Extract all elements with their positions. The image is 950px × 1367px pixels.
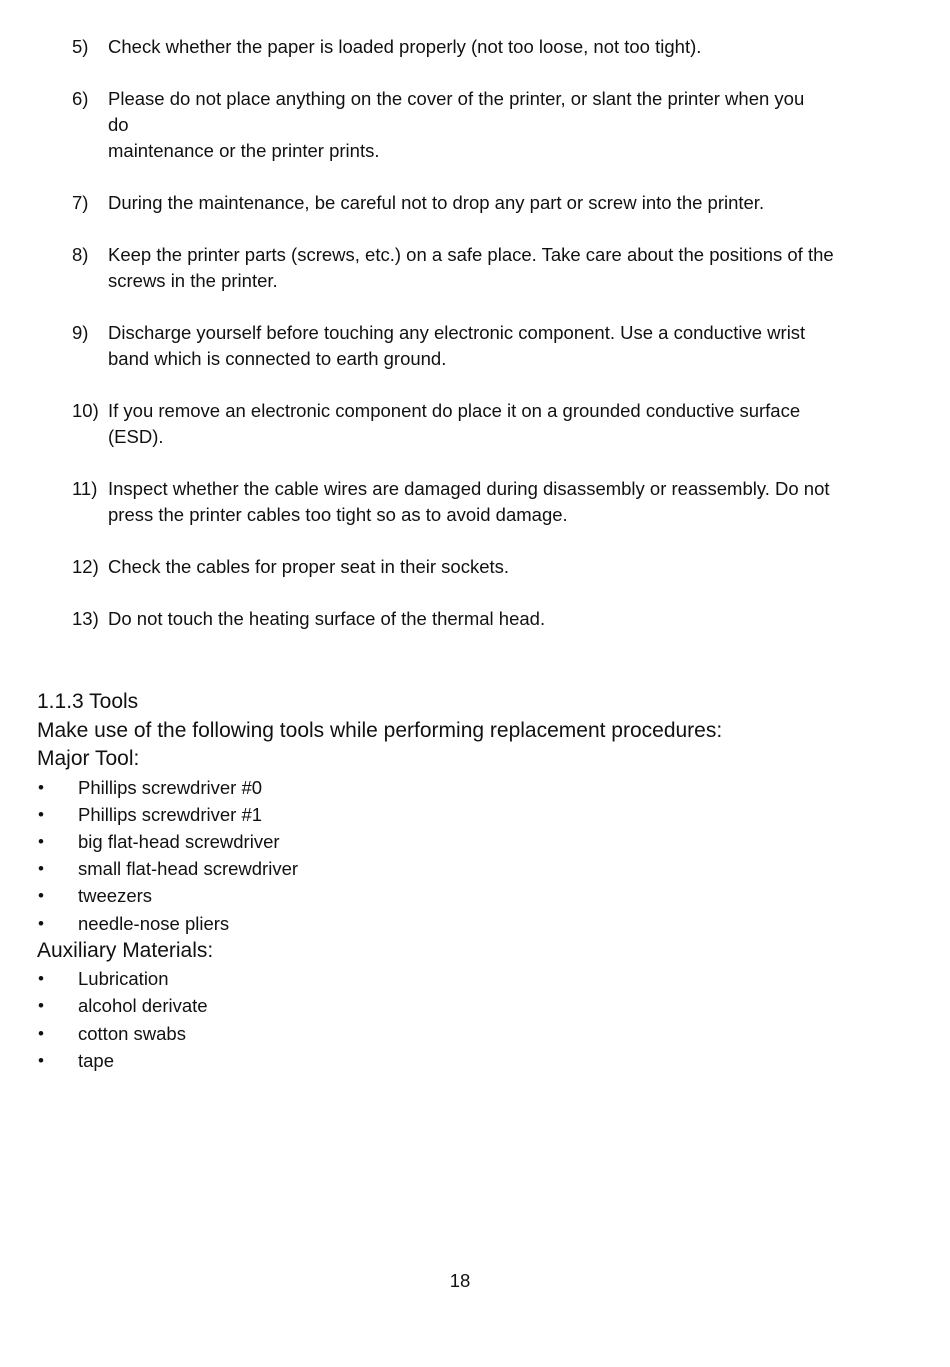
bullet-item: [37, 855, 897, 882]
major-tool-list: [37, 774, 897, 937]
bullet-text: tape: [78, 1049, 115, 1071]
list-item-text: If you remove an electronic component do place it on a grounded conductive surface: [108, 400, 801, 421]
bullet-item: [37, 965, 897, 992]
list-item-text: do: [108, 114, 129, 135]
list-item: [0, 34, 950, 60]
list-item-number: 6): [72, 88, 89, 109]
bullet-icon: •: [38, 969, 44, 989]
major-tool-label: Major Tool:: [37, 747, 140, 770]
list-item: [0, 476, 950, 528]
bullet-text: Lubrication: [78, 968, 169, 990]
bullet-text: cotton swabs: [78, 1022, 186, 1044]
list-item-text: (ESD).: [108, 426, 164, 447]
list-item-number: 9): [72, 322, 89, 343]
tools-section: [37, 688, 897, 1074]
bullet-icon: •: [38, 1050, 44, 1070]
list-item-text: press the printer cables too tight so as to avoid damage.: [108, 504, 568, 525]
bullet-text: needle-nose pliers: [78, 912, 230, 934]
list-item-text: Please do not place anything on the cover of the printer, or slant the printer when you: [108, 88, 805, 109]
list-item-text: Do not touch the heating surface of the thermal head.: [108, 608, 546, 629]
bullet-item: [37, 801, 897, 828]
bullet-item: [37, 910, 897, 937]
bullet-item: [37, 828, 897, 855]
list-item-number: 11): [72, 478, 98, 499]
bullet-text: Phillips screwdriver #1: [78, 803, 263, 825]
list-item: [0, 320, 950, 372]
list-item-text: Discharge yourself before touching any electronic component. Use a conductive wrist: [108, 322, 806, 343]
list-item: [0, 242, 950, 294]
bullet-icon: •: [38, 886, 44, 906]
list-item-number: 8): [72, 244, 89, 265]
list-item: [0, 554, 950, 580]
bullet-icon: •: [38, 1023, 44, 1043]
list-item-number: 13): [72, 608, 99, 629]
bullet-text: small flat-head screwdriver: [78, 858, 299, 880]
numbered-precaution-list: [0, 34, 950, 658]
list-item-text: screws in the printer.: [108, 270, 278, 291]
list-item-number: 7): [72, 192, 89, 213]
bullet-text: Phillips screwdriver #0: [78, 776, 263, 798]
list-item-text: maintenance or the printer prints.: [108, 140, 380, 161]
bullet-icon: •: [38, 913, 44, 933]
list-item-text: During the maintenance, be careful not to drop any part or screw into the printer.: [108, 192, 765, 213]
bullet-item: [37, 992, 897, 1019]
list-item-number: 12): [72, 556, 99, 577]
section-intro: Make use of the following tools while performing replacement procedures:: [37, 718, 723, 742]
list-item-text: Check the cables for proper seat in their sockets.: [108, 556, 510, 577]
bullet-item: [37, 1047, 897, 1074]
bullet-text: tweezers: [78, 885, 153, 907]
bullet-text: big flat-head screwdriver: [78, 830, 280, 852]
bullet-text: alcohol derivate: [78, 995, 208, 1017]
list-item: [0, 398, 950, 450]
list-item-text: Inspect whether the cable wires are damaged during disassembly or reassembly. Do not: [108, 478, 830, 499]
list-item-number: 10): [72, 400, 99, 421]
page-number: 18: [449, 1270, 471, 1291]
auxiliary-materials-label: Auxiliary Materials:: [37, 938, 214, 962]
list-item-number: 5): [72, 36, 89, 57]
bullet-icon: •: [38, 859, 44, 879]
list-item: [0, 606, 950, 632]
list-item-text: band which is connected to earth ground.: [108, 348, 447, 369]
bullet-icon: •: [38, 831, 44, 851]
list-item: [0, 190, 950, 216]
auxiliary-materials-list: [37, 965, 897, 1074]
list-item-text: Check whether the paper is loaded properly (not too loose, not too tight).: [108, 36, 702, 57]
section-heading: 1.1.3 Tools: [37, 690, 139, 713]
list-item-text: Keep the printer parts (screws, etc.) on a safe place. Take care about the positions of the: [108, 244, 834, 265]
bullet-item: [37, 1020, 897, 1047]
bullet-icon: •: [38, 804, 44, 824]
bullet-item: [37, 882, 897, 909]
list-item: [0, 86, 950, 164]
bullet-icon: •: [38, 996, 44, 1016]
bullet-icon: •: [38, 777, 44, 797]
bullet-item: [37, 774, 897, 801]
